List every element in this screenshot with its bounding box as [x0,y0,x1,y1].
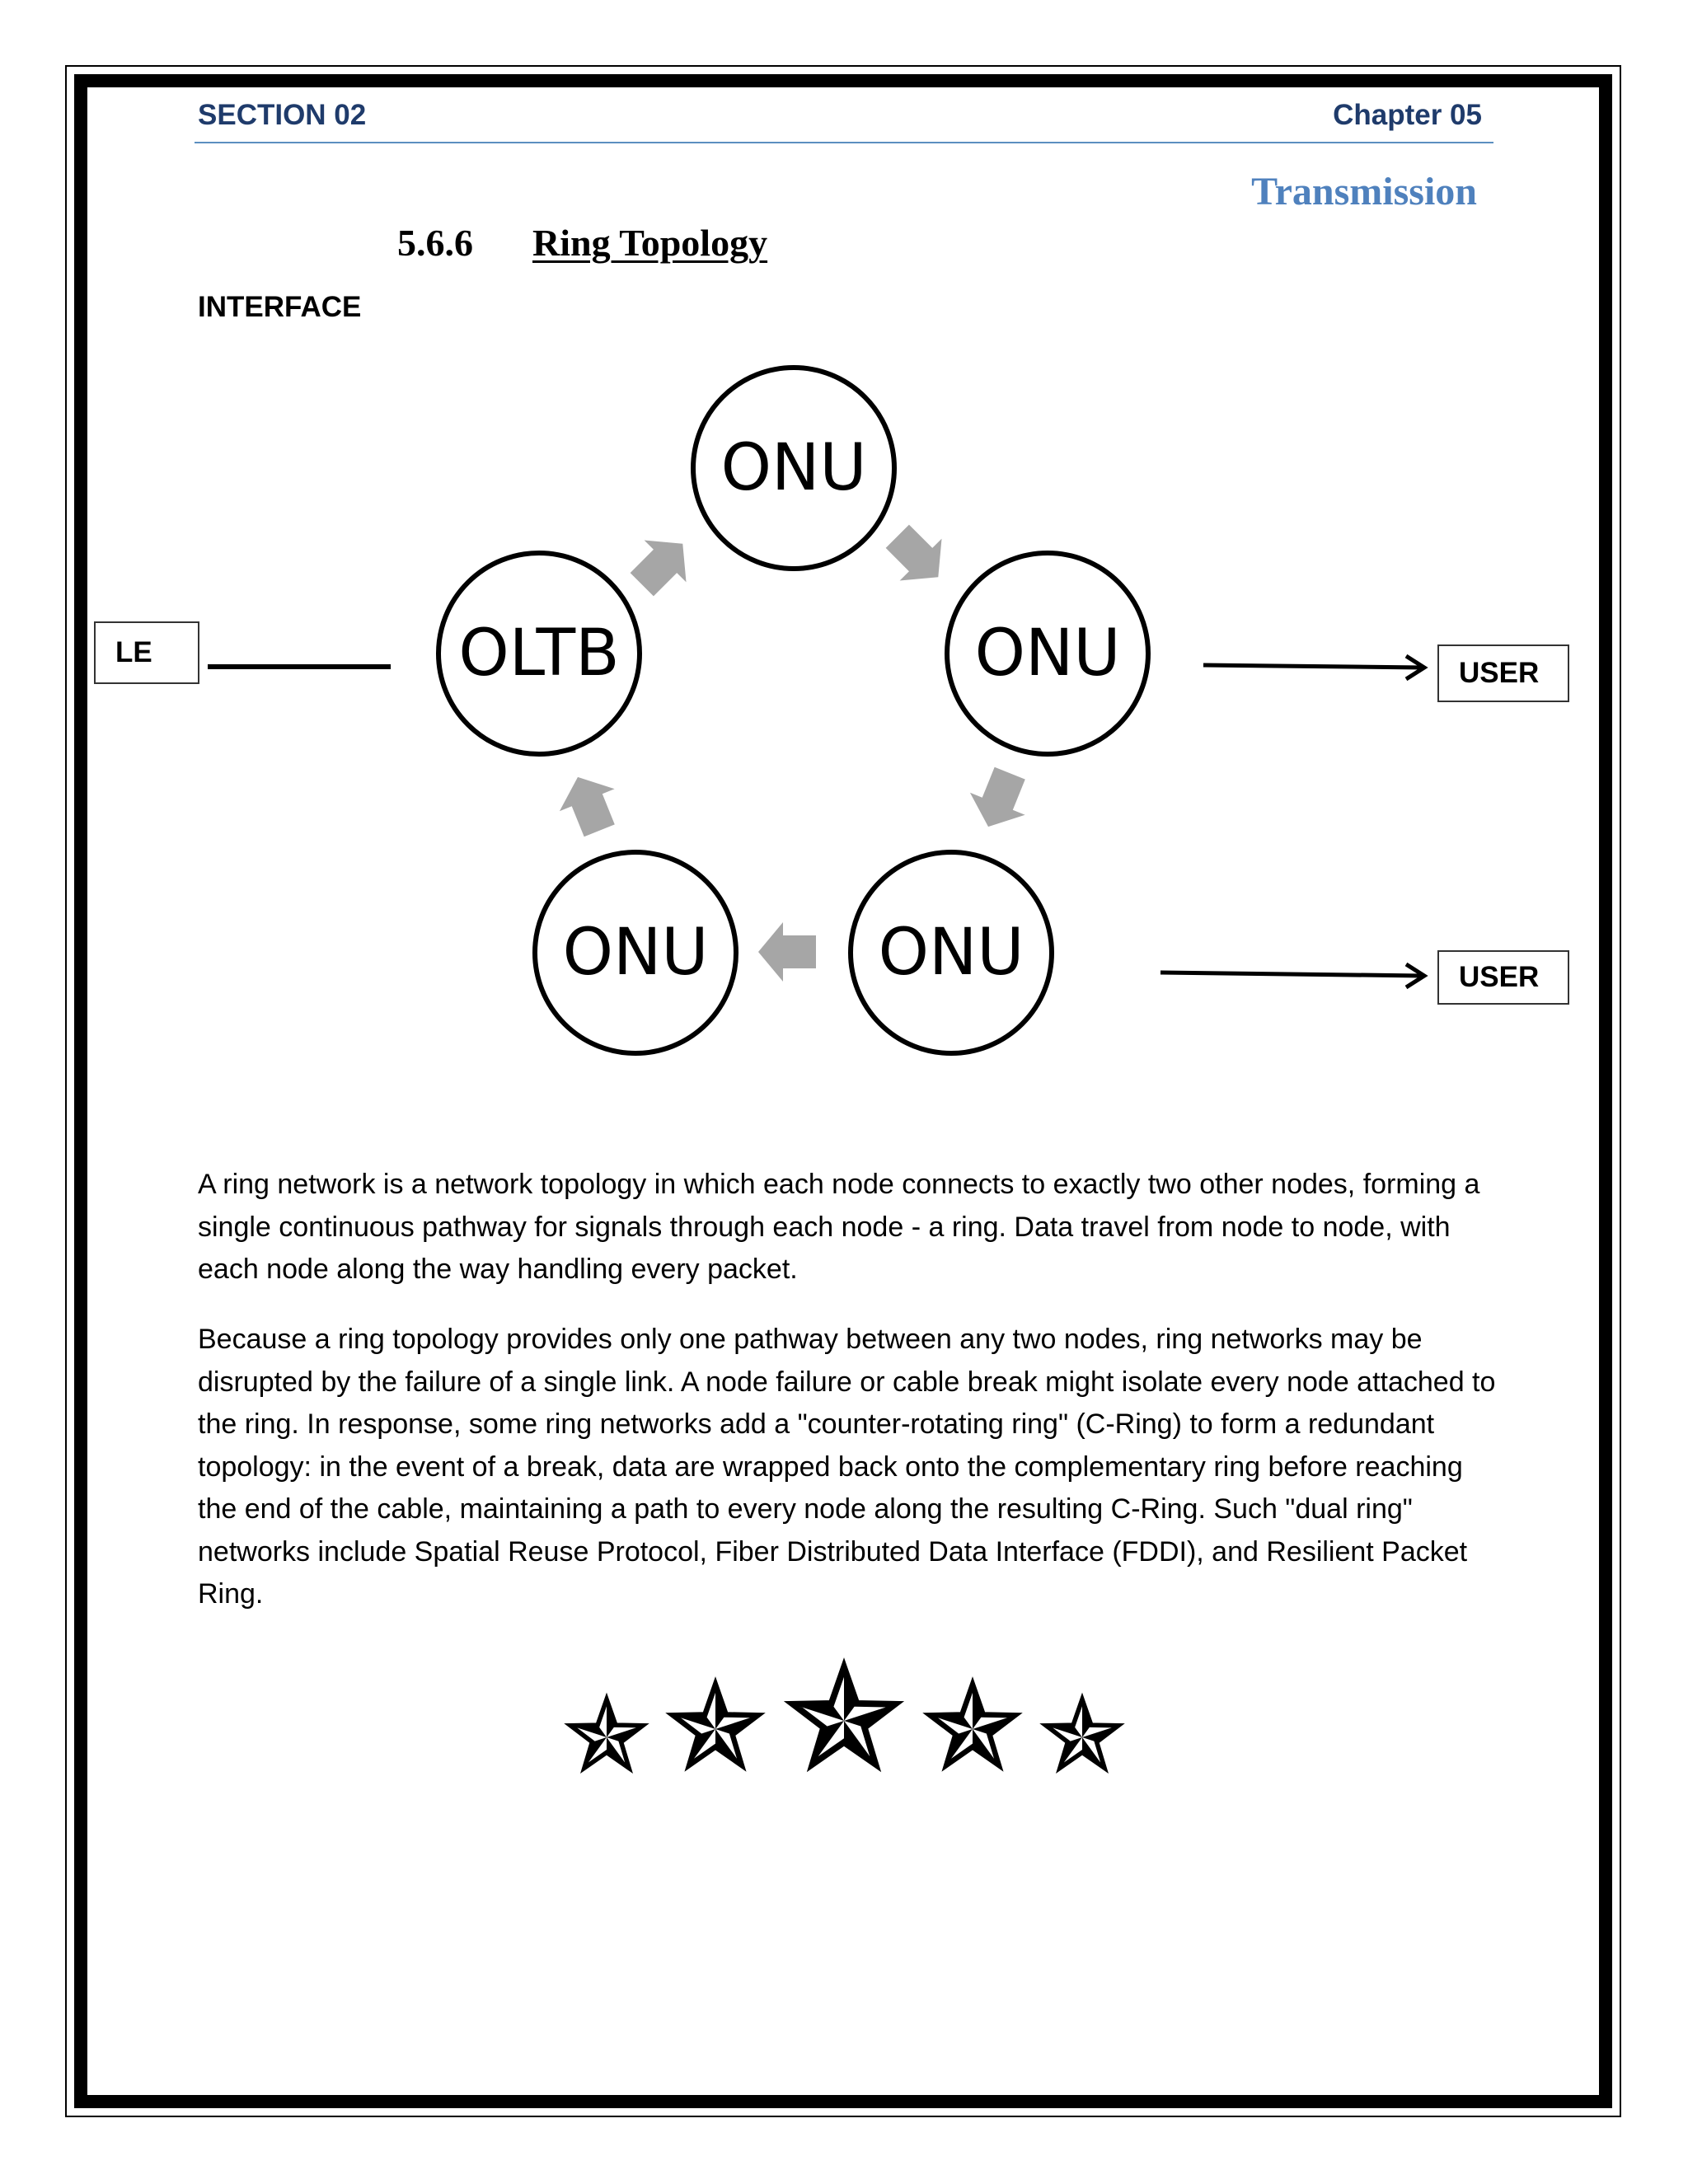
body-paragraph-1: A ring network is a network topology in which each node connects to exactly two other nodes, forming a single continuous pathway for signals through each node - a ring. Data travel from node to node, with each node along the way handling every packet. [198,1169,1480,1285]
section-heading [397,221,767,265]
section-label: SECTION 02 [198,99,367,131]
heading-number: 5.6.6 [397,222,473,264]
user-box-2: USER [1437,950,1569,1005]
node-oltb: OLTB [436,551,642,757]
body-paragraph-2: Because a ring topology provides only one pathway between any two nodes, ring networks may be disrupted by the failure of a single link. A node failure or cable break might isolate every node attached to the ring. In response, some ring networks add a "counter-rotating ring" (C-Ring) to form a redundant topology: in the event of a break, data are wrapped back onto the complementary ring before reaching the end of the cable, maintaining a path to every node along the resulting C-Ring. Such "dual ring" networks include Spatial Reuse Protocol, Fiber Distributed Data Interface (FDDI), and Resilient Packet Ring. [198,1324,1496,1610]
heading-title: Ring Topology [532,222,768,264]
node-onu-bottom-right: ONU [848,850,1054,1056]
header-rule [195,142,1493,143]
subject-title: Transmission [1251,170,1477,213]
le-box: LE [94,621,199,684]
node-onu-right: ONU [945,551,1151,757]
interface-label: INTERFACE [198,291,362,323]
user-box-1: USER [1437,644,1569,702]
node-onu-top: ONU [691,365,897,571]
node-onu-bottom-left: ONU [532,850,738,1056]
chapter-label: Chapter 05 [1333,99,1482,131]
